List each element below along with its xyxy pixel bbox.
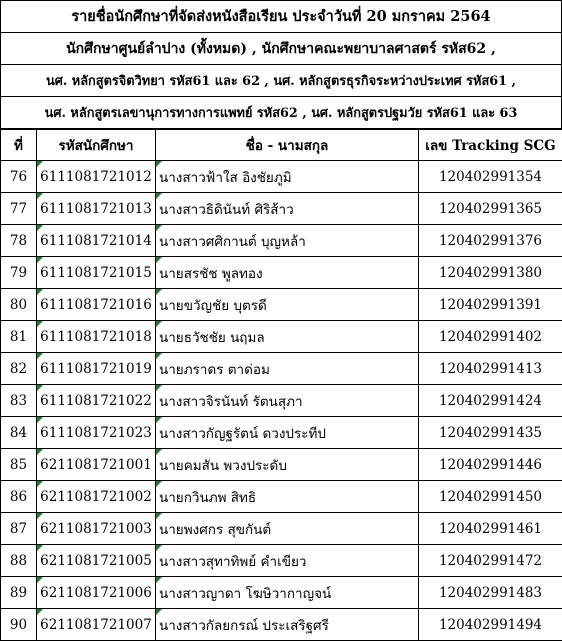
cell-name[interactable]: นางสาวศศิกานต์ บุญหล้า <box>156 225 419 257</box>
cell-name[interactable]: นางสาวกัญฐรัตน์ ดวงประทีป <box>156 417 419 449</box>
cell-student-id[interactable]: 6211081721007 <box>37 609 156 641</box>
cell-name[interactable]: นางสาวสุทาทิพย์ คำเขียว <box>156 545 419 577</box>
table-row <box>1 417 562 449</box>
cell-no[interactable]: 78 <box>1 225 37 257</box>
cell-no[interactable]: 86 <box>1 481 37 513</box>
table-header-row <box>1 130 562 161</box>
cell-tracking[interactable]: 120402991483 <box>419 577 562 609</box>
cell-no[interactable]: 83 <box>1 385 37 417</box>
cell-student-id[interactable]: 6111081721022 <box>37 385 156 417</box>
cell-no[interactable]: 90 <box>1 609 37 641</box>
cell-name[interactable]: นายสรชัช พูลทอง <box>156 257 419 289</box>
table-row <box>1 289 562 321</box>
table-row <box>1 353 562 385</box>
cell-tracking[interactable]: 120402991446 <box>419 449 562 481</box>
table-row <box>1 161 562 193</box>
column-header-tracking[interactable]: เลข Tracking SCG <box>419 130 562 161</box>
column-header-student-id[interactable]: รหัสนักศึกษา <box>37 130 156 161</box>
cell-name[interactable]: นายพงศกร สุขกันต์ <box>156 513 419 545</box>
cell-no[interactable]: 88 <box>1 545 37 577</box>
table-row <box>1 257 562 289</box>
table-row <box>1 225 562 257</box>
cell-tracking[interactable]: 120402991461 <box>419 513 562 545</box>
cell-no[interactable]: 85 <box>1 449 37 481</box>
cell-student-id[interactable]: 6111081721014 <box>37 225 156 257</box>
cell-no[interactable]: 84 <box>1 417 37 449</box>
table-row <box>1 481 562 513</box>
cell-no[interactable]: 87 <box>1 513 37 545</box>
cell-tracking[interactable]: 120402991402 <box>419 321 562 353</box>
cell-student-id[interactable]: 6111081721016 <box>37 289 156 321</box>
cell-student-id[interactable]: 6111081721023 <box>37 417 156 449</box>
cell-student-id[interactable]: 6211081721002 <box>37 481 156 513</box>
cell-student-id[interactable]: 6111081721015 <box>37 257 156 289</box>
cell-no[interactable]: 76 <box>1 161 37 193</box>
table-row <box>1 577 562 609</box>
table-row <box>1 545 562 577</box>
cell-student-id[interactable]: 6211081721006 <box>37 577 156 609</box>
cell-tracking[interactable]: 120402991376 <box>419 225 562 257</box>
cell-tracking[interactable]: 120402991435 <box>419 417 562 449</box>
cell-tracking[interactable]: 120402991380 <box>419 257 562 289</box>
cell-no[interactable]: 77 <box>1 193 37 225</box>
student-tracking-table <box>0 129 562 641</box>
cell-no[interactable]: 81 <box>1 321 37 353</box>
cell-name[interactable]: นายธวัชชัย นฤมล <box>156 321 419 353</box>
cell-student-id[interactable]: 6211081721003 <box>37 513 156 545</box>
cell-student-id[interactable]: 6211081721001 <box>37 449 156 481</box>
cell-tracking[interactable]: 120402991450 <box>419 481 562 513</box>
cell-student-id[interactable]: 6111081721012 <box>37 161 156 193</box>
cell-tracking[interactable]: 120402991424 <box>419 385 562 417</box>
report-subtitle-line-2: นศ. หลักสูตรจิตวิทยา รหัส61 และ 62 , นศ. หลักสูตรธุรกิจระหว่างประเทศ รหัส61 , <box>0 65 562 97</box>
table-row <box>1 449 562 481</box>
cell-student-id[interactable]: 6111081721013 <box>37 193 156 225</box>
report-title: รายชื่อนักศึกษาที่จัดส่งหนังสือเรียน ประจำวันที่ 20 มกราคม 2564 <box>0 0 562 33</box>
cell-tracking[interactable]: 120402991472 <box>419 545 562 577</box>
cell-tracking[interactable]: 120402991365 <box>419 193 562 225</box>
cell-no[interactable]: 80 <box>1 289 37 321</box>
cell-tracking[interactable]: 120402991413 <box>419 353 562 385</box>
cell-name[interactable]: นางสาวญาดา โฆษิวากาญจน์ <box>156 577 419 609</box>
report-subtitle-line-1: นักศึกษาศูนย์ลำปาง (ทั้งหมด) , นักศึกษาคณะพยาบาลศาสตร์ รหัส62 , <box>0 33 562 65</box>
cell-student-id[interactable]: 6111081721019 <box>37 353 156 385</box>
cell-name[interactable]: นายกวินภพ สิทธิ <box>156 481 419 513</box>
cell-student-id[interactable]: 6111081721018 <box>37 321 156 353</box>
column-header-no[interactable]: ที่ <box>1 130 37 161</box>
cell-tracking[interactable]: 120402991391 <box>419 289 562 321</box>
table-row <box>1 513 562 545</box>
cell-no[interactable]: 89 <box>1 577 37 609</box>
table-row <box>1 385 562 417</box>
cell-student-id[interactable]: 6211081721005 <box>37 545 156 577</box>
cell-name[interactable]: นายคมสัน พวงประดับ <box>156 449 419 481</box>
cell-no[interactable]: 82 <box>1 353 37 385</box>
cell-name[interactable]: นางสาวฟ้าใส อิงชัยภูมิ <box>156 161 419 193</box>
table-row <box>1 609 562 641</box>
cell-name[interactable]: นางสาวจิรนันท์ รัตนสุภา <box>156 385 419 417</box>
cell-name[interactable]: นางสาวธิดินันท์ ศิริส้าว <box>156 193 419 225</box>
cell-tracking[interactable]: 120402991494 <box>419 609 562 641</box>
cell-tracking[interactable]: 120402991354 <box>419 161 562 193</box>
table-row <box>1 193 562 225</box>
cell-name[interactable]: นายภราดร ตาด่อม <box>156 353 419 385</box>
table-row <box>1 321 562 353</box>
column-header-name[interactable]: ชื่อ - นามสกุล <box>156 130 419 161</box>
cell-name[interactable]: นางสาวกัลยกรณ์ ประเสริฐศรี <box>156 609 419 641</box>
cell-name[interactable]: นายขวัญชัย บุตรดี <box>156 289 419 321</box>
cell-no[interactable]: 79 <box>1 257 37 289</box>
report-subtitle-line-3: นศ. หลักสูตรเลขานุการทางการแพทย์ รหัส62 , นศ. หลักสูตรปฐมวัย รหัส61 และ 63 <box>0 97 562 129</box>
